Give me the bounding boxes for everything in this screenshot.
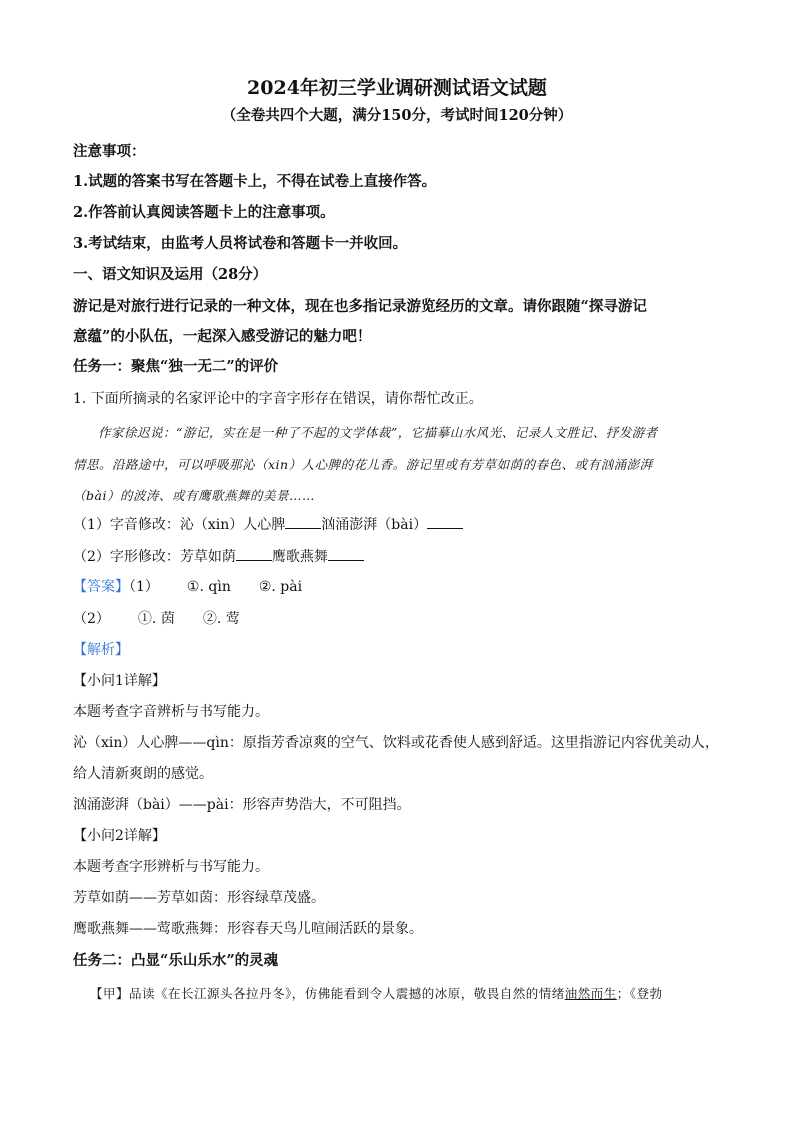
answer-2-b: ②. 莺 bbox=[202, 611, 240, 627]
analysis-label: 【解析】 bbox=[73, 642, 129, 658]
subquestion-1-part-a: （1）字音修改：沁（xin）人心脾 bbox=[73, 517, 286, 533]
quote-line-1: 作家徐迟说：“游记，实在是一种了不起的文学体裁”，它描摹山水风光、记录人文胜记、抒发游者 bbox=[98, 425, 658, 440]
answer-row-2 bbox=[73, 610, 734, 628]
subquestion-1-part-b: 汹涌澎湃（bài） bbox=[321, 517, 428, 533]
section1-intro-line1: 游记是对旅行进行记录的一种文体，现在也多指记录游览经历的文章。请你跟随“探寻游记 bbox=[73, 298, 647, 315]
note-item-2: 2.作答前认真阅读答题卡上的注意事项。 bbox=[73, 204, 335, 221]
answer-1-b: ②. pài bbox=[258, 579, 303, 595]
quote-line-3: （bài）的波涛、或有鹰歌燕舞的美景…… bbox=[73, 488, 315, 503]
subquestion-1 bbox=[73, 516, 734, 534]
note-item-3: 3.考试结束，由监考人员将试卷和答题卡一并收回。 bbox=[73, 235, 408, 252]
answer-label: 【答案】 bbox=[73, 579, 129, 595]
question-1: 1. 下面所摘录的名家评论中的字音字形存在错误，请你帮忙改正。 bbox=[73, 391, 483, 407]
answer-2-prefix: （2） bbox=[73, 611, 110, 627]
q1-explanation-1-line2: 给人清新爽朗的感觉。 bbox=[73, 766, 213, 782]
section1-heading: 一、语文知识及运用（28分） bbox=[73, 266, 268, 283]
section1-intro-line2: 意蕴”的小队伍，一起深入感受游记的魅力吧！ bbox=[73, 328, 372, 345]
q2-explanation-2: 鹰歌燕舞——莺歌燕舞：形容春天鸟儿喧闹活跃的景象。 bbox=[73, 921, 423, 937]
q1-explanation-2: 汹涌澎湃（bài）——pài：形容声势浩大，不可阻挡。 bbox=[73, 797, 411, 813]
subquestion-2 bbox=[73, 548, 734, 566]
answer-1-prefix: （1） bbox=[129, 579, 159, 595]
task2-underlined-phrase: 油然而生 bbox=[564, 986, 617, 1001]
answer-blank[interactable] bbox=[285, 516, 321, 529]
subquestion-2-part-a: （2）字形修改：芳草如荫 bbox=[73, 549, 236, 565]
answer-blank[interactable] bbox=[427, 516, 463, 529]
task2-passage-line bbox=[90, 985, 734, 1003]
q2-explanation-1: 芳草如荫——芳草如茵：形容绿草茂盛。 bbox=[73, 890, 325, 906]
quote-line-2: 情思。沿路途中，可以呼吸那沁（xin）人心脾的花儿香。游记里或有芳草如荫的春色、或有汹涌澎湃 bbox=[73, 457, 653, 472]
q1-detail-text: 本题考查字音辨析与书写能力。 bbox=[73, 704, 269, 720]
task2-passage-part-b: ；《登勃 bbox=[616, 986, 663, 1001]
subquestion-2-part-b: 鹰歌燕舞 bbox=[271, 549, 328, 565]
task2-heading: 任务二：凸显“乐山乐水”的灵魂 bbox=[73, 952, 279, 969]
note-item-1: 1.试题的答案书写在答题卡上，不得在试卷上直接作答。 bbox=[73, 173, 437, 190]
task1-heading: 任务一：聚焦“独一无二”的评价 bbox=[73, 358, 279, 375]
answer-blank[interactable] bbox=[236, 548, 272, 561]
answer-2-a: ①. 茵 bbox=[137, 611, 175, 627]
exam-subtitle: （全卷共四个大题，满分150分，考试时间120分钟） bbox=[221, 107, 573, 124]
page-title: 2024年初三学业调研测试语文试题 bbox=[247, 77, 547, 99]
notes-heading: 注意事项： bbox=[73, 143, 146, 160]
task2-passage-part-a: 【甲】品读《在长江源头各拉丹冬》，仿佛能看到令人震撼的冰原，敬畏自然的情绪 bbox=[90, 986, 565, 1001]
answer-blank[interactable] bbox=[328, 548, 364, 561]
answer-row-1 bbox=[73, 578, 734, 596]
answer-1-a: ①. qìn bbox=[186, 579, 231, 595]
q1-explanation-1-line1: 沁（xin）人心脾——qìn：原指芳香凉爽的空气、饮料或花香使人感到舒适。这里指游记内容优美动人， bbox=[73, 735, 719, 751]
q2-detail-heading: 【小问2详解】 bbox=[73, 828, 166, 844]
q1-detail-heading: 【小问1详解】 bbox=[73, 673, 166, 689]
q2-detail-text: 本题考查字形辨析与书写能力。 bbox=[73, 859, 269, 875]
